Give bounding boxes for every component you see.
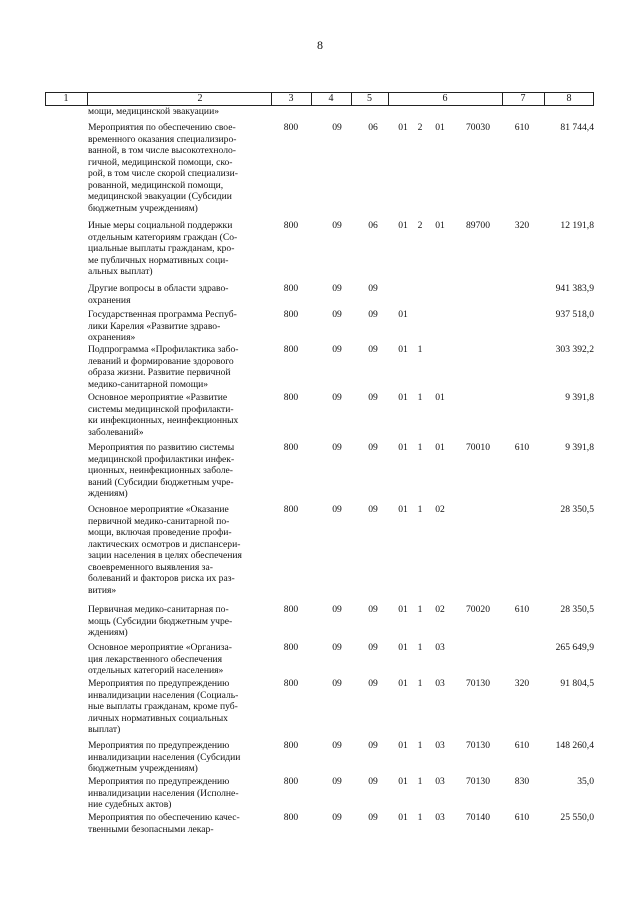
cell-activity: 01 [435, 122, 445, 133]
cell-pr: 09 [368, 309, 378, 320]
cell-vr: 610 [514, 442, 530, 453]
cell-direction: 70140 [466, 812, 490, 823]
row-description: Мероприятия по предупреждению инвалидизации населения (Социаль- ные выплаты гражданам, кроме пуб- личных нормативных социальных выплат) [88, 678, 239, 735]
header-col-4: 4 [328, 93, 334, 104]
cell-pr: 06 [368, 220, 378, 231]
cell-program: 01 [398, 776, 408, 787]
cell-sum: 12 191,8 [560, 220, 594, 231]
cell-activity: 03 [435, 740, 445, 751]
cell-subprogram: 1 [417, 604, 423, 615]
row-description: Мероприятия по развитию системы медицинской профилактики инфек- ционных, неинфекционных заболе- ваний (Субсидии бюджетным учре- ждениям) [88, 442, 235, 499]
cell-activity: 02 [435, 504, 445, 515]
row-description: Основное мероприятие «Развитие системы медицинской профилакти- ки инфекционных, неинфекционных заболеваний» [88, 392, 239, 438]
row-description: Государственная программа Респуб- лики Карелия «Развитие здраво- охранения» [88, 309, 237, 343]
header-col-1: 1 [63, 93, 69, 104]
cell-rz: 09 [332, 678, 342, 689]
cell-program: 01 [398, 122, 408, 133]
cell-sum: 9 391,8 [565, 442, 594, 453]
cell-sum: 937 518,0 [555, 309, 594, 320]
cell-vr: 610 [514, 740, 530, 751]
cell-direction: 70130 [466, 776, 490, 787]
cell-activity: 03 [435, 776, 445, 787]
column-divider [593, 93, 594, 105]
cell-activity: 03 [435, 678, 445, 689]
cell-sum: 81 744,4 [560, 122, 594, 133]
cell-pr: 09 [368, 740, 378, 751]
cell-activity: 03 [435, 812, 445, 823]
header-col-5: 5 [367, 93, 372, 104]
cell-pr: 09 [368, 442, 378, 453]
cell-subprogram: 1 [417, 344, 423, 355]
header-col-3: 3 [288, 93, 294, 104]
row-description: Основное мероприятие «Организа- ция лекарственного обеспечения отдельных категорий населения» [88, 642, 232, 676]
cell-sum: 91 804,5 [560, 678, 594, 689]
cell-direction: 70130 [466, 740, 490, 751]
cell-rz: 09 [332, 740, 342, 751]
page-number: 8 [317, 38, 323, 52]
cell-pr: 09 [368, 344, 378, 355]
cell-vr: 610 [514, 604, 530, 615]
cell-gr: 800 [283, 604, 299, 615]
cell-pr: 09 [368, 642, 378, 653]
cell-program: 01 [398, 812, 408, 823]
row-description: Основное мероприятие «Оказание первичной медико-санитарной по- мощи, включая проведение профи- лактических осмотров и диспансери- зации населения в целях обеспечения своевременного выявления за- болеваний и факторов риска их раз- вития» [88, 504, 242, 596]
cell-program: 01 [398, 220, 408, 231]
cell-vr: 610 [514, 122, 530, 133]
cell-sum: 303 392,2 [555, 344, 594, 355]
header-col-8: 8 [566, 93, 572, 104]
cell-pr: 09 [368, 776, 378, 787]
cell-rz: 09 [332, 642, 342, 653]
row-description: Мероприятия по обеспечению качес- твенными безопасными лекар- [88, 812, 240, 835]
cell-sum: 941 383,9 [555, 283, 594, 294]
cell-activity: 03 [435, 642, 445, 653]
cell-program: 01 [398, 678, 408, 689]
cell-direction: 89700 [466, 220, 490, 231]
cell-gr: 800 [283, 344, 299, 355]
cell-gr: 800 [283, 642, 299, 653]
cell-vr: 320 [514, 220, 530, 231]
cell-subprogram: 2 [417, 220, 423, 231]
table-header [45, 92, 594, 106]
cell-program: 01 [398, 642, 408, 653]
row-description: Мероприятия по предупреждению инвалидизации населения (Исполне- ние судебных актов) [88, 776, 239, 810]
header-col-6: 6 [442, 93, 448, 104]
cell-pr: 09 [368, 392, 378, 403]
cell-gr: 800 [283, 122, 299, 133]
row-description: Мероприятия по обеспечению свое- временного оказания специализиро- ванной, в том числе высокотехноло- гичной, медицинской помощи, ско- рой, в том числе скорой специализи- рованной, медицинской помощи, медицинской эвакуации (Субсидии бюджетным учреждениям) [88, 122, 238, 214]
cell-vr: 830 [514, 776, 530, 787]
row-description: мощи, медицинской эвакуации» [88, 106, 219, 117]
cell-subprogram: 1 [417, 678, 423, 689]
cell-direction: 70130 [466, 678, 490, 689]
cell-gr: 800 [283, 504, 299, 515]
cell-rz: 09 [332, 776, 342, 787]
cell-activity: 01 [435, 442, 445, 453]
cell-subprogram: 1 [417, 776, 423, 787]
cell-sum: 28 350,5 [560, 604, 594, 615]
cell-program: 01 [398, 309, 408, 320]
cell-vr: 320 [514, 678, 530, 689]
row-description: Первичная медико-санитарная по- мощь (Субсидии бюджетным учре- ждениям) [88, 604, 233, 638]
cell-gr: 800 [283, 392, 299, 403]
cell-activity: 02 [435, 604, 445, 615]
cell-sum: 25 550,0 [560, 812, 594, 823]
row-description: Мероприятия по предупреждению инвалидизации населения (Субсидии бюджетным учреждениям) [88, 740, 241, 774]
cell-subprogram: 1 [417, 812, 423, 823]
cell-program: 01 [398, 442, 408, 453]
cell-rz: 09 [332, 309, 342, 320]
cell-pr: 09 [368, 812, 378, 823]
cell-rz: 09 [332, 392, 342, 403]
cell-subprogram: 1 [417, 642, 423, 653]
cell-gr: 800 [283, 776, 299, 787]
cell-gr: 800 [283, 812, 299, 823]
cell-vr: 610 [514, 812, 530, 823]
cell-activity: 01 [435, 220, 445, 231]
cell-pr: 09 [368, 283, 378, 294]
cell-subprogram: 1 [417, 740, 423, 751]
cell-sum: 28 350,5 [560, 504, 594, 515]
cell-direction: 70010 [466, 442, 490, 453]
row-description: Подпрограмма «Профилактика забо- леваний и формирование здорового образа жизни. Развитие первичной медико-санитарной помощи» [88, 344, 239, 390]
cell-subprogram: 1 [417, 442, 423, 453]
cell-pr: 06 [368, 122, 378, 133]
cell-program: 01 [398, 344, 408, 355]
cell-pr: 09 [368, 678, 378, 689]
cell-program: 01 [398, 392, 408, 403]
header-col-7: 7 [520, 93, 526, 104]
cell-program: 01 [398, 740, 408, 751]
cell-pr: 09 [368, 504, 378, 515]
row-description: Другие вопросы в области здраво- охранения [88, 283, 229, 306]
cell-gr: 800 [283, 740, 299, 751]
cell-sum: 35,0 [577, 776, 594, 787]
cell-program: 01 [398, 604, 408, 615]
cell-gr: 800 [283, 220, 299, 231]
cell-rz: 09 [332, 283, 342, 294]
cell-gr: 800 [283, 283, 299, 294]
cell-direction: 70030 [466, 122, 490, 133]
cell-sum: 265 649,9 [555, 642, 594, 653]
cell-rz: 09 [332, 344, 342, 355]
header-col-2: 2 [197, 93, 203, 104]
cell-pr: 09 [368, 604, 378, 615]
cell-rz: 09 [332, 604, 342, 615]
cell-subprogram: 2 [417, 122, 423, 133]
cell-subprogram: 1 [417, 392, 423, 403]
cell-rz: 09 [332, 504, 342, 515]
cell-rz: 09 [332, 122, 342, 133]
cell-rz: 09 [332, 442, 342, 453]
cell-rz: 09 [332, 220, 342, 231]
cell-rz: 09 [332, 812, 342, 823]
cell-subprogram: 1 [417, 504, 423, 515]
cell-sum: 9 391,8 [565, 392, 594, 403]
cell-gr: 800 [283, 678, 299, 689]
row-description: Иные меры социальной поддержки отдельным категориям граждан (Со- циальные выплаты гражданам, кро- ме публичных нормативных соци- альных выплат) [88, 220, 238, 277]
cell-program: 01 [398, 504, 408, 515]
cell-direction: 70020 [466, 604, 490, 615]
cell-sum: 148 260,4 [555, 740, 594, 751]
cell-gr: 800 [283, 309, 299, 320]
cell-activity: 01 [435, 392, 445, 403]
cell-gr: 800 [283, 442, 299, 453]
